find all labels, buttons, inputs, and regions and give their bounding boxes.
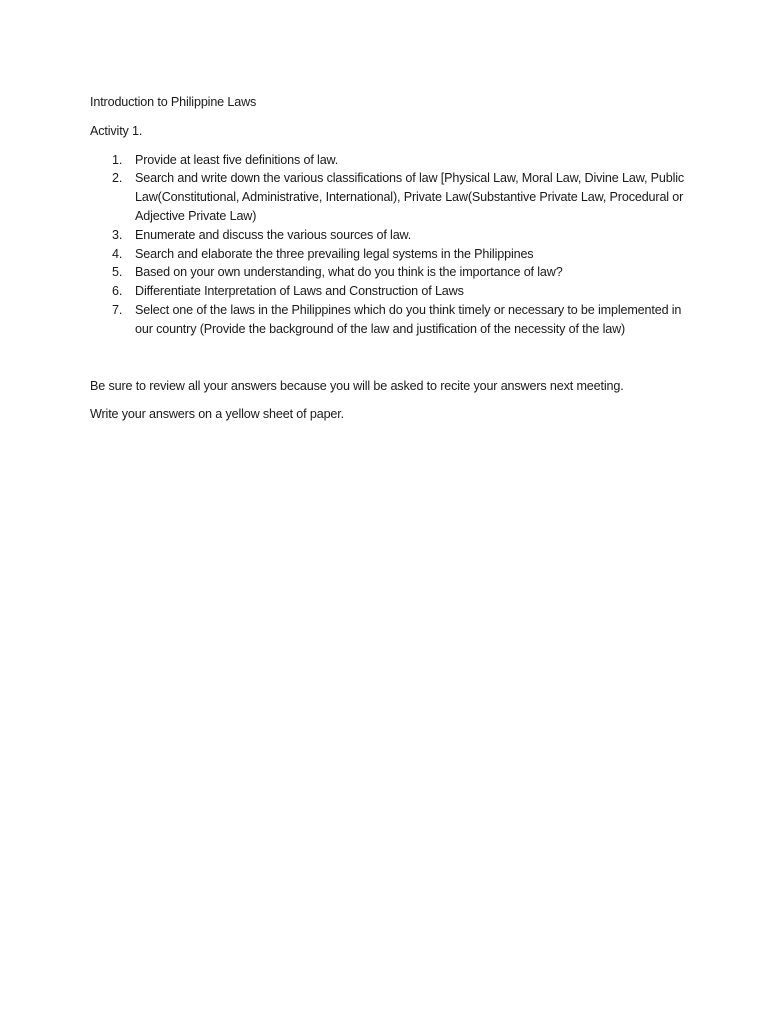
document-title: Introduction to Philippine Laws: [90, 95, 257, 109]
list-item-number: 5.: [112, 265, 123, 280]
list-item-number: 2.: [112, 171, 123, 186]
review-note: Be sure to review all your answers because you will be asked to recite your answers next meeting.: [90, 378, 624, 393]
list-item-number: 7.: [112, 302, 123, 317]
list-item-text: Differentiate Interpretation of Laws and Construction of Laws: [135, 284, 464, 299]
list-item-number: 6.: [112, 284, 123, 299]
list-item-text: Search and elaborate the three prevailing legal systems in the Philippines: [135, 246, 534, 261]
list-item: [90, 282, 690, 301]
list-item-number: 1.: [112, 152, 123, 167]
list-item-number: 3.: [112, 227, 123, 242]
list-item: [90, 245, 690, 264]
list-item-text: Provide at least five definitions of law.: [135, 152, 339, 167]
list-item: [90, 301, 690, 339]
list-item-text: Search and write down the various classifications of law [Physical Law, Moral Law, Divine Law, Public Law(Constitutional, Administrative, International), Private Law(Substantive Private Law, Procedural or Adjective Private Law): [135, 171, 685, 223]
list-item: [90, 263, 690, 282]
list-item-number: 4.: [112, 246, 123, 261]
write-note: Write your answers on a yellow sheet of paper.: [90, 407, 344, 422]
activity-heading: Activity 1.: [90, 123, 143, 138]
list-item: [90, 169, 690, 225]
activity-list: [90, 151, 690, 339]
list-item-text: Enumerate and discuss the various sources of law.: [135, 227, 412, 242]
list-item-text: Based on your own understanding, what do you think is the importance of law?: [135, 265, 563, 280]
section-spacer: [90, 339, 690, 377]
document-body: [90, 93, 690, 434]
list-item: [90, 226, 690, 245]
list-item: [90, 151, 690, 170]
list-item-text: Select one of the laws in the Philippines which do you think timely or necessary to be implemented in our country (Provide the background of the law and justification of the necessity of the law): [135, 302, 682, 336]
